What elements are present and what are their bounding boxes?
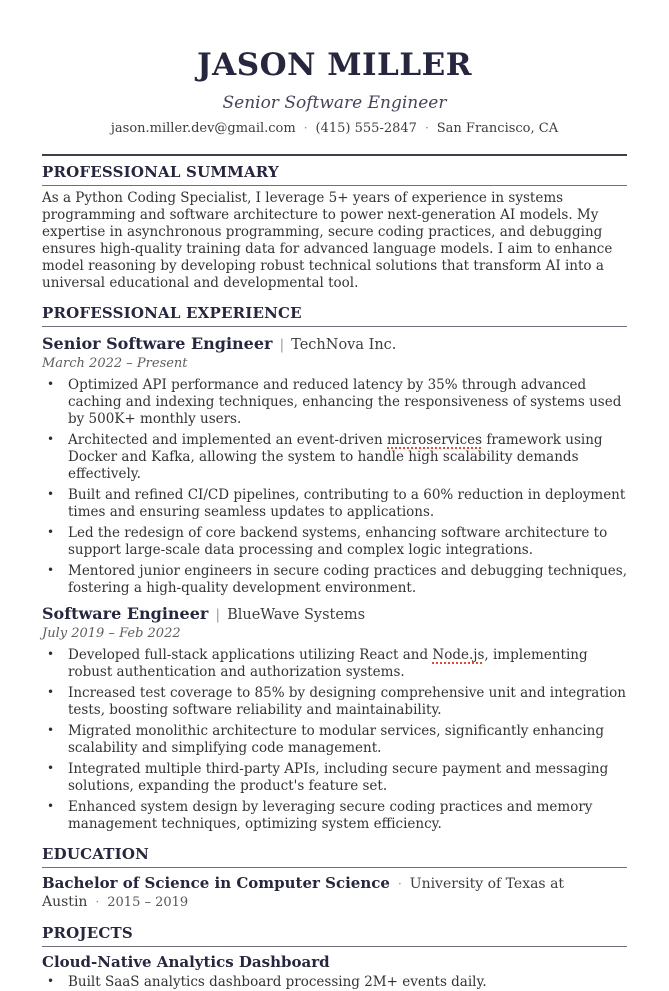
experience-heading: PROFESSIONAL EXPERIENCE	[42, 304, 627, 327]
contact-email: jason.miller.dev@gmail.com	[110, 121, 296, 136]
bullet-item	[42, 563, 627, 597]
company-name: TechNova Inc.	[291, 337, 397, 353]
job-dates: March 2022 – Present	[42, 356, 188, 371]
bullet-item	[42, 432, 627, 483]
contact-phone: (415) 555-2847	[315, 121, 417, 136]
project-bullet-list	[42, 974, 627, 991]
bullet-text: Developed full-stack applications utilizing React and	[68, 647, 433, 663]
person-name: JASON MILLER	[196, 47, 473, 83]
bullet-item	[42, 647, 627, 681]
summary-text: As a Python Coding Specialist, I leverage 5+ years of experience in systems programming and software architecture to power next-generation AI models. My expertise in asynchronous programming, secure coding practices, and debugging ensures high-quality training data for advanced language models. I aim to enhance model reasoning by developing robust technical solutions that transform AI into a universal educational and developmental tool.	[42, 190, 613, 291]
bullet-item	[42, 974, 627, 991]
bullet-text: Built and refined CI/CD pipelines, contributing to a 60% reduction in deployment times and ensuring seamless updates to applications.	[68, 487, 626, 520]
bullet-item	[42, 525, 627, 559]
pipe-separator: |	[279, 337, 285, 353]
bullet-text: framework using Docker and Kafka, allowing the system to handle high scalability demands effectively.	[68, 432, 603, 482]
education-dates: 2015 – 2019	[107, 895, 189, 910]
section-projects	[42, 924, 627, 991]
bullet-item	[42, 487, 627, 521]
dot-separator: ·	[95, 895, 100, 909]
bullet-text: Migrated monolithic architecture to modular services, significantly enhancing scalability and simplifying code management.	[68, 723, 605, 756]
bullet-item	[42, 377, 627, 428]
job-title-line	[42, 604, 627, 623]
bullet-text: Integrated multiple third-party APIs, including secure payment and messaging solutions, expanding the product's feature set.	[68, 761, 609, 794]
project-name: Cloud-Native Analytics Dashboard	[42, 953, 330, 971]
dot-separator: ·	[424, 121, 429, 135]
degree-name: Bachelor of Science in Computer Science	[42, 874, 390, 892]
bullet-text: , implementing robust authentication and authorization systems.	[68, 647, 588, 680]
header-divider	[42, 154, 627, 156]
resume-page	[0, 46, 669, 990]
job-dates: July 2019 – Feb 2022	[42, 626, 181, 641]
bullet-text: Led the redesign of core backend systems, enhancing software architecture to support large-scale data processing and complex logic integrations.	[68, 525, 608, 558]
person-job-title: Senior Software Engineer	[222, 93, 447, 113]
bullet-text: Mentored junior engineers in secure coding practices and debugging techniques, fostering a high-quality development environment.	[68, 563, 627, 596]
job-bullet-list	[42, 647, 627, 833]
bullet-text: Built SaaS analytics dashboard processing 2M+ events daily.	[68, 974, 487, 990]
bullet-item	[42, 799, 627, 833]
company-name: BlueWave Systems	[227, 607, 366, 623]
school-name: University of Texas at Austin	[42, 876, 565, 910]
section-education	[42, 845, 627, 912]
bullet-item	[42, 761, 627, 795]
contact-location: San Francisco, CA	[436, 121, 559, 136]
bullet-text: Enhanced system design by leveraging secure coding practices and memory management techniques, optimizing system efficiency.	[68, 799, 593, 832]
misspelled-word: Node.js	[432, 647, 485, 663]
contact-line	[42, 120, 627, 137]
education-entry	[42, 874, 627, 912]
dot-separator: ·	[397, 877, 402, 891]
job-title-line	[42, 334, 627, 353]
job-title: Software Engineer	[42, 604, 209, 623]
pipe-separator: |	[215, 607, 221, 623]
summary-heading: PROFESSIONAL SUMMARY	[42, 163, 627, 186]
bullet-item	[42, 723, 627, 757]
projects-heading: PROJECTS	[42, 924, 627, 947]
bullet-text: Architected and implemented an event-driven	[68, 432, 388, 448]
job-title: Senior Software Engineer	[42, 334, 273, 353]
job-entry	[42, 334, 627, 597]
job-bullet-list	[42, 377, 627, 597]
bullet-item	[42, 685, 627, 719]
education-heading: EDUCATION	[42, 845, 627, 868]
section-professional-experience	[42, 304, 627, 833]
job-entry	[42, 604, 627, 833]
misspelled-word: microservices	[387, 432, 483, 448]
section-professional-summary	[42, 163, 627, 292]
bullet-text: Increased test coverage to 85% by designing comprehensive unit and integration tests, boosting software reliability and maintainability.	[68, 685, 626, 718]
bullet-text: Optimized API performance and reduced latency by 35% through advanced caching and indexing techniques, enhancing the responsiveness of systems used by 500K+ monthly users.	[68, 377, 622, 427]
resume-header	[42, 46, 627, 137]
dot-separator: ·	[303, 121, 308, 135]
